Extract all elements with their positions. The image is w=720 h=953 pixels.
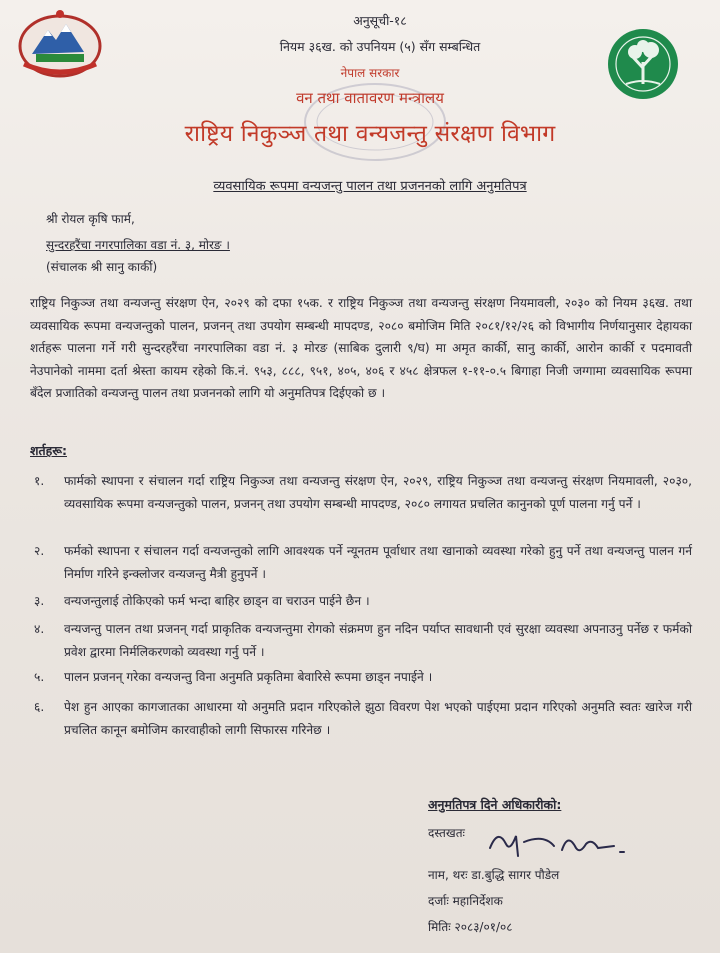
condition-text: वन्यजन्तुलाई तोकिएको फर्म भन्दा बाहिर छाड्न वा चराउन पाईने छैन । (64, 594, 370, 608)
subject-text: व्यवसायिक रूपमा वन्यजन्तु पालन तथा प्रजननको लागि अनुमतिपत्र (213, 179, 527, 194)
condition-item (34, 540, 692, 585)
recipient-address: सुन्दरहरैंचा नगरपालिका वडा नं. ३, मोरङ । (46, 238, 230, 252)
conditions-heading: शर्तहरू: (30, 443, 67, 458)
department-name: राष्ट्रिय निकुञ्ज तथा वन्यजन्तु संरक्षण विभाग (184, 121, 556, 147)
condition-text: वन्यजन्तु पालन तथा प्रजनन् गर्दा प्राकृतिक वन्यजन्तुमा रोगको संक्रमण हुन नदिन पर्याप्त सावधानी एवं सुरक्षा व्यवस्था अपनाउनु पर्नेछ र फर्मको प्रवेश द्वारमा निर्मलिकरणको व्यवस्था गर्नु पर्ने । (64, 622, 692, 659)
signatory-heading: अनुमतिपत्र दिने अधिकारीको: (428, 797, 562, 812)
document-subject (10, 176, 720, 194)
condition-item (34, 470, 692, 515)
condition-number: ३. (34, 594, 45, 608)
condition-text: पालन प्रजनन् गरेका वन्यजन्तु विना अनुमति प्रकृतिमा बेवारिसे रूपमा छाड्न नपाईने । (64, 670, 433, 684)
condition-item (34, 696, 692, 741)
signatory-name: नाम, थरः डा.बुद्धि सागर पौडेल (428, 868, 560, 882)
issue-date: मितिः २०८३/०१/०८ (428, 920, 513, 934)
condition-item (34, 618, 692, 663)
annex-number: अनुसूची-१८ (353, 13, 407, 28)
handwritten-signature-icon (484, 822, 634, 862)
condition-text: पेश हुन आएका कागजातका आधारमा यो अनुमति प्रदान गरिएकोले झुठा विवरण पेश भएको पाईएमा प्रदान गरिएको अनुमति स्वतः खारेज गरी प्रचलित कानून बमोजिम कारवाहीको लागी सिफारस गरिनेछ । (64, 700, 692, 737)
ministry-name: वन तथा वातावरण मन्त्रालय (296, 89, 444, 107)
recipient-operator: (संचालक श्री सानु कार्की) (46, 260, 158, 274)
condition-item (34, 590, 692, 613)
condition-number: ४. (34, 622, 45, 636)
condition-text: फर्मको स्थापना र संचालन गर्दा वन्यजन्तुको लागि आवश्यक पर्ने न्यूनतम पूर्वाधार तथा खानाको व्यवस्था गरेको हुनु पर्ने तथा वन्यजन्तु पालन गर्न निर्माण गरिने इन्क्लोजर वन्यजन्तु मैत्री हुनुपर्ने । (64, 544, 692, 581)
signatory-designation: दर्जाः महानिर्देशक (428, 894, 503, 908)
condition-number: २. (34, 544, 45, 558)
recipient-name: श्री रोयल कृषि फार्म, (46, 212, 135, 226)
condition-text: फार्मको स्थापना र संचालन गर्दा राष्ट्रिय निकुञ्ज तथा वन्यजन्तु संरक्षण ऐन, २०२९, राष्ट्रिय निकुञ्ज तथा वन्यजन्तु संरक्षण नियमावली, २०३०, व्यवसायिक रूपमा वन्यजन्तुको पालन, प्रजनन् तथा उपयोग सम्बन्धी मापदण्ड, २०८० लगायत प्रचलित कानुनको पूर्ण पालना गर्नु पर्ने । (64, 474, 692, 511)
government-name: नेपाल सरकार (340, 66, 400, 80)
rule-reference: नियम ३६ख. को उपनियम (५) सँग सम्बन्धित (279, 39, 481, 54)
condition-number: १. (34, 474, 45, 488)
condition-item (34, 666, 692, 689)
permit-body-paragraph: राष्ट्रिय निकुञ्ज तथा वन्यजन्तु संरक्षण ऐन, २०२९ को दफा १५क. र राष्ट्रिय निकुञ्ज तथा वन्यजन्तु संरक्षण नियमावली, २०३० को नियम ३६ख. तथा व्यवसायिक रूपमा वन्यजन्तुको पालन, प्रजनन् तथा उपयोग सम्बन्धी मापदण्ड, २०८० बमोजिम मिति २०८१/१२/२६ को विभागीय निर्णयानुसार देहायका शर्तहरू पालना गर्ने गरी सुन्दरहरैंचा नगरपालिका वडा नं. ३ मोरङ (साबिक दुलारी ९/घ) मा अमृत कार्की, सानु कार्की, आरोन कार्की र पदमावती नेउपानेको नाममा दर्ता श्रेस्ता कायम रहेको कि.नं. ९५३, ८८८, ९५१, ४०५, ४०६ र ४५८ क्षेत्रफल १-११-०.५ बिगाहा निजी जग्गामा व्यवसायिक रूपमा बँदेल प्रजातिको वन्यजन्तु पालन तथा प्रजननको लागि यो अनुमतिपत्र दिईएको छ । (30, 296, 692, 400)
condition-number: ६. (34, 700, 45, 714)
condition-number: ५. (34, 670, 45, 684)
signature-label: दस्तखतः (428, 826, 465, 840)
